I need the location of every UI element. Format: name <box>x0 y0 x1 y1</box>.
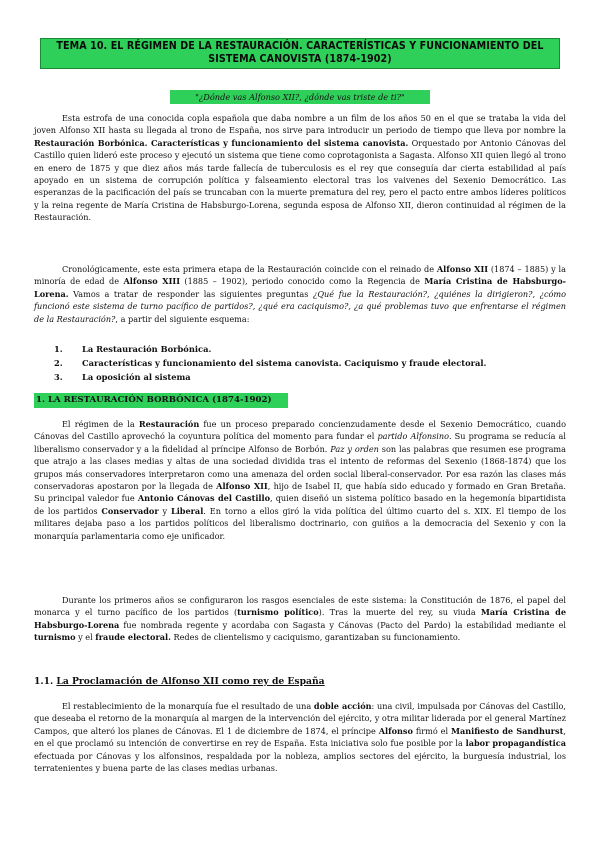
document-title: TEMA 10. EL RÉGIMEN DE LA RESTAURACIÓN. CARACTERÍSTICAS Y FUNCIONAMIENTO DEL SISTEMA CANOVISTA (1874-1902) <box>40 38 560 69</box>
chronology-paragraph: Cronológicamente, este esta primera etapa de la Restauración coincide con el reinado de Alfonso XII (1874 – 1885) y la minoría de edad de Alfonso XIII (1885 – 1902), periodo conocido como la Regencia de María Cristina de Habsburgo-Lorena. Vamos a tratar de responder las siguientes preguntas ¿Qué fue la Restauración?, ¿quiénes la dirigieron?, ¿cómo funcionó este sistema de turno pacífico de partidos?, ¿qué era caciquismo?, ¿a qué problemas tuvo que enfrentarse el régimen de la Restauración?, a partir del siguiente esquema: <box>34 264 567 324</box>
list-item: 3. La oposición al sistema <box>54 372 191 382</box>
intro-paragraph: Esta estrofa de una conocida copla española que daba nombre a un film de los años 50 en el que se trataba la vida del joven Alfonso XII hasta su llegada al trono de España, nos sirve para introducir un periodo de tiempo que lleva por nombre la Restauración Borbónica. Características y funcionamiento del sistema canovista. Orquestado por Antonio Cánovas del Castillo quien lideró este proceso y ejecutó un sistema que tiene como coprotagonista a Sagasta. Alfonso XII quien llegó al trono en enero de 1875 y que diez años más tarde fallecía de tuberculosis es el rey que conseguía dar cierta estabilidad al país apoyado en un sistema de corrupción política y falseamiento electoral tras los vaivenes del Sexenio Democrático. Las esperanzas de la pacificación del país se truncaban con la muerte prematura del rey, pero el pacto entre ambos líderes políticos y la reina regente de María Cristina de Habsburgo-Lorena, segunda esposa de Alfonso XII, dieron continuidad al régimen de la Restauración. <box>34 113 566 223</box>
outline-list <box>54 342 554 384</box>
epigraph-quote: "¿Dónde vas Alfonso XII?, ¿dónde vas triste de ti?" <box>170 90 430 104</box>
section-paragraph-1: El régimen de la Restauración fue un proceso preparado concienzudamente desde el Sexenio Democrático, cuando Cánovas del Castillo aprovechó la coyuntura política del momento para fundar el partido Alfonsino. Su programa se reducía al liberalismo conservador y a la fidelidad al príncipe Alfonso de Borbón. Paz y orden son las palabras que resumen ese programa que atrajo a las clases medias y altas de una sociedad dividida tras el intento de reformas del Sexenio (1868-1874) que los grupos más conservadores interpretaron como una amenaza del orden social liberal-conservador. Por esa razón las clases más conservadoras apostaron por la llegada de Alfonso XII, hijo de Isabel II, que había sido educado y formado en Gran Bretaña. Su principal valedor fue Antonio Cánovas del Castillo, quien diseñó un sistema político basado en la hegemonía bipartidista de los partidos Conservador y Liberal. En torno a ellos giró la vida política del último cuarto del s. XIX. El tiempo de los militares dejaba paso a los partidos políticos del liberalismo doctrinario, con guiños a la democracia del Sexenio y con la monarquía parlamentaria como eje unificador. <box>34 419 566 541</box>
section-heading: 1. LA RESTAURACIÓN BORBÓNICA (1874-1902) <box>34 393 288 408</box>
list-item: 1. La Restauración Borbónica. <box>54 344 212 354</box>
subsection-heading: 1.1. La Proclamación de Alfonso XII como rey de España <box>34 676 325 687</box>
subsection-paragraph: El restablecimiento de la monarquía fue el resultado de una doble acción: una civil, impulsada por Cánovas del Castillo, que deseaba el retorno de la monarquía al margen de la intervención del ejército, y otra militar liderada por el general Martínez Campos, que alteró los planes de Cánovas. El 1 de diciembre de 1874, el príncipe Alfonso firmó el Manifiesto de Sandhurst, en el que proclamó su intención de convertirse en rey de España. Esta iniciativa solo fue posible por la labor propagandística efectuada por Cánovas y los alfonsinos, respaldada por la nobleza, amplios sectores del ejército, la burguesía industrial, los terratenientes y buena parte de las clases medias urbanas. <box>34 701 566 774</box>
section-paragraph-2: Durante los primeros años se configuraron los rasgos esenciales de este sistema: la Constitución de 1876, el papel del monarca y el turno pacífico de los partidos (turnismo político). Tras la muerte del rey, su viuda María Cristina de Habsburgo-Lorena fue nombrada regente y acordaba con Sagasta y Cánovas (Pacto del Pardo) la estabilidad mediante el turnismo y el fraude electoral. Redes de clientelismo y caciquismo, garantizaban su funcionamiento. <box>34 595 566 643</box>
list-item: 2. Características y funcionamiento del sistema canovista. Caciquismo y fraude electoral. <box>54 358 487 368</box>
